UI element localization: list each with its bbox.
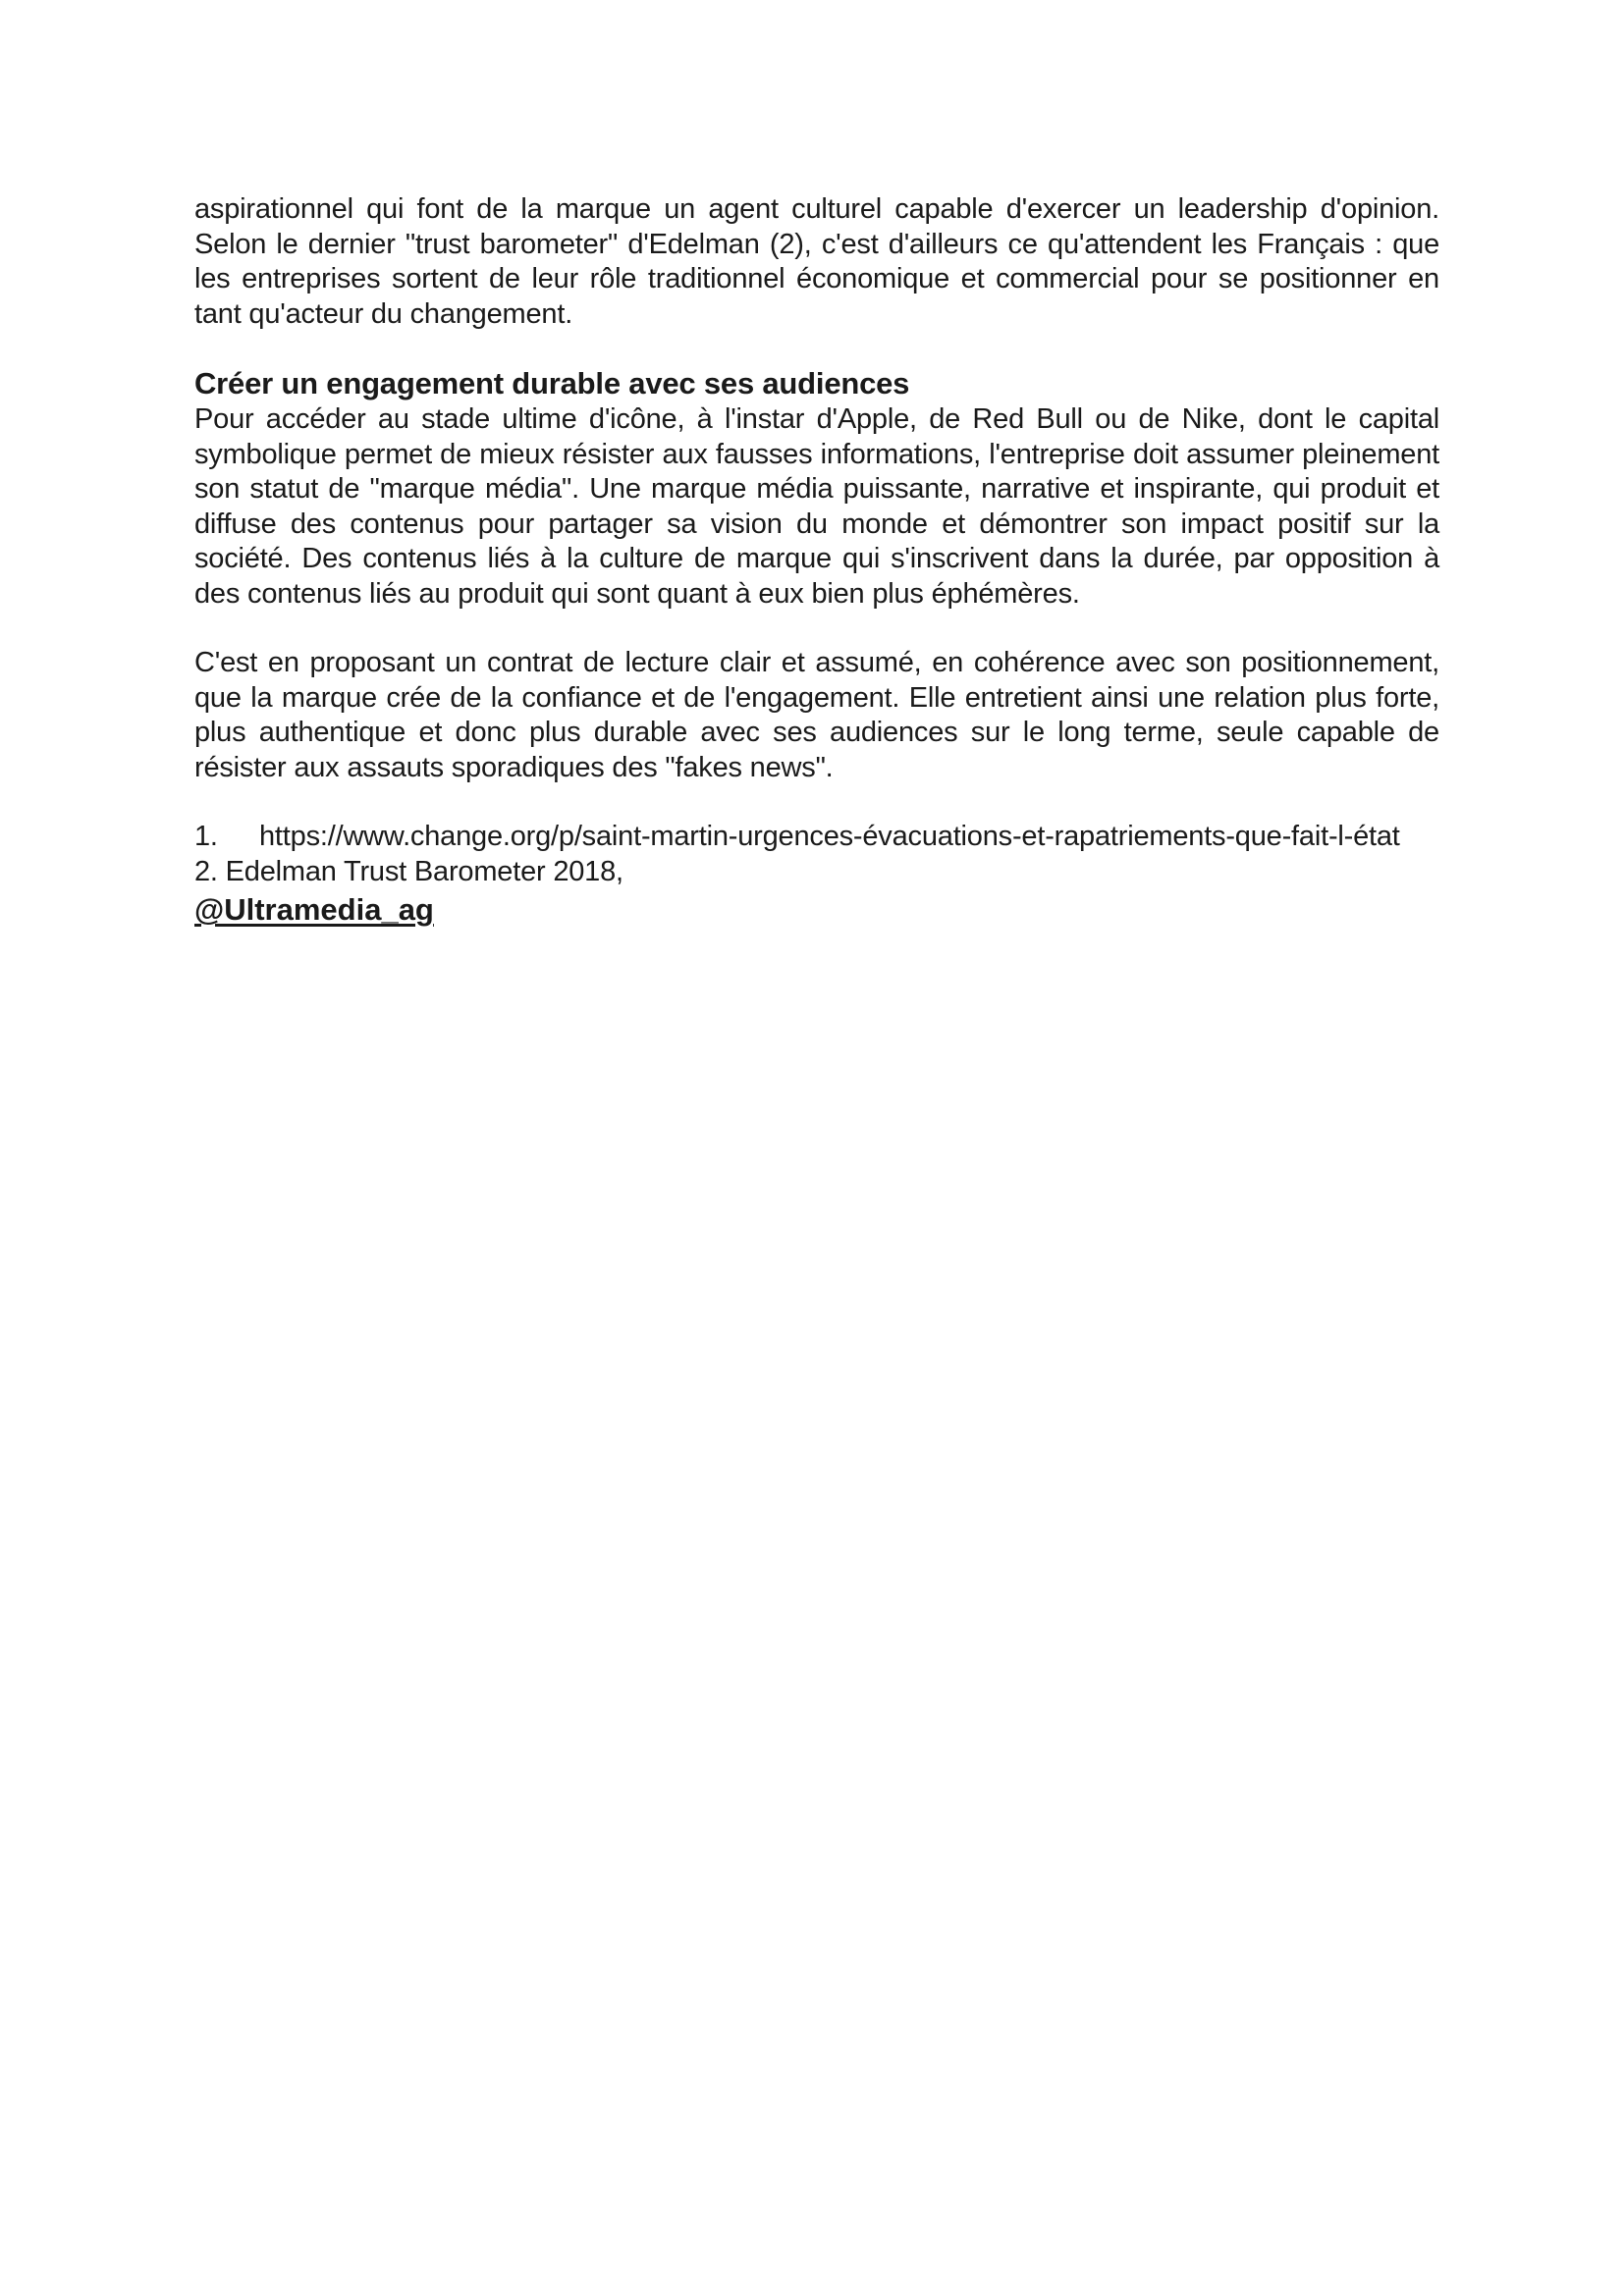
footnotes [194,820,1439,929]
section-paragraph-1: Pour accéder au stade ultime d'icône, à l'instar d'Apple, de Red Bull ou de Nike, dont le capital symbolique permet de mieux résister aux fausses informations, l'entreprise doit assumer pleinement son statut de "marque média". Une marque média puissante, narrative et inspirante, qui produit et diffuse des contenus pour partager sa vision du monde et démontrer son impact positif sur la société. Des contenus liés à la culture de marque qui s'inscrivent dans la durée, par opposition à des contenus liés au produit qui sont quant à eux bien plus éphémères. [194,403,1439,610]
intro-paragraph: aspirationnel qui font de la marque un agent culturel capable d'exercer un leadership d'opinion. Selon le dernier "trust barometer" d'Edelman (2), c'est d'ailleurs ce qu'attendent les Français : que les entreprises sortent de leur rôle traditionnel économique et commercial pour se positionner en tant qu'acteur du changement. [194,193,1439,330]
section-paragraph-2: C'est en proposant un contrat de lecture clair et assumé, en cohérence avec son positionnement, que la marque crée de la confiance et de l'engagement. Elle entretient ainsi une relation plus forte, plus authentique et donc plus durable avec ses audiences sur le long terme, seule capable de résister aux assauts sporadiques des "fakes news". [194,647,1439,783]
section-heading: Créer un engagement durable avec ses audiences [194,366,910,400]
footnote-2: 2. Edelman Trust Barometer 2018, [194,855,623,887]
footnote-1-url: https://www.change.org/p/saint-martin-urgences-évacuations-et-rapatriements-que-fait-l-état [259,821,1400,852]
author-handle-link[interactable]: @Ultramedia_ag [194,892,434,927]
footnote-1-number: 1. [194,821,218,852]
document-page [194,192,1439,929]
footnote-1 [194,820,1439,855]
